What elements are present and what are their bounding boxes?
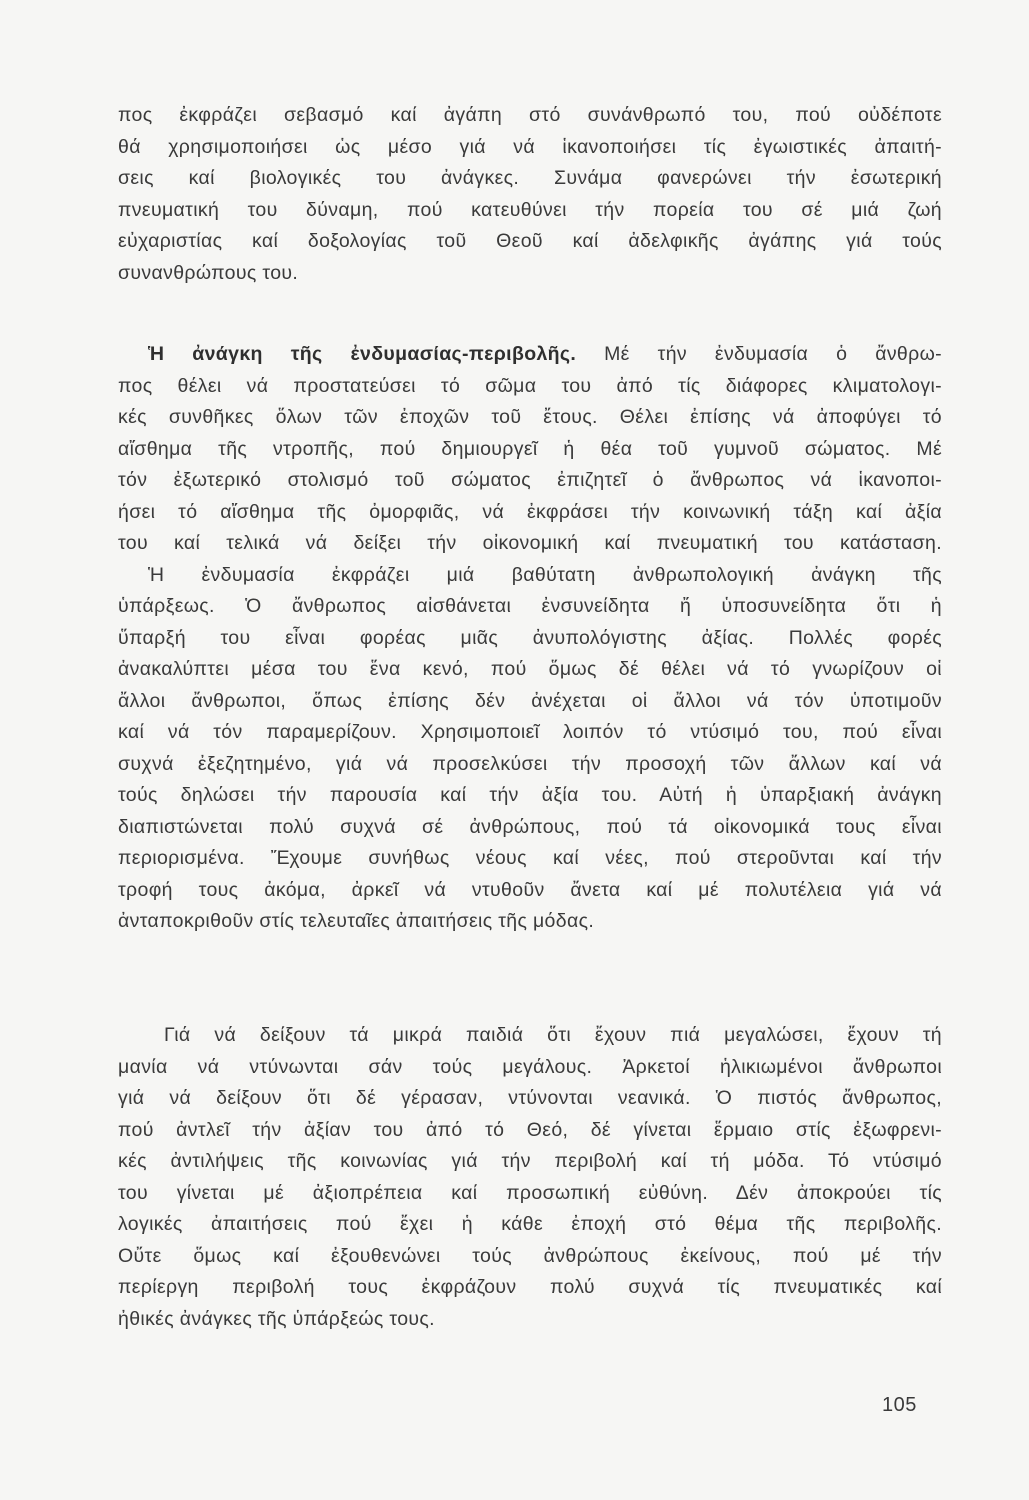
text-line: πος ἐκφράζει σεβασμό καί ἀγάπη στό συνάνθρωπό του, πού οὐδέποτε [118, 104, 942, 126]
text-line: περίεργη περιβολή τους ἐκφράζουν πολύ συχνά τίς πνευματικές καί [118, 1276, 942, 1298]
text-line: ἀνταποκριθοῦν στίς τελευταῖες ἀπαιτήσεις τῆς μόδας. [118, 910, 595, 932]
text-line-with-heading [118, 339, 942, 371]
text-line: μανία νά ντύνωνται σάν τούς μεγάλους. Ἀρκετοί ἡλικιωμένοι ἄνθρωποι [118, 1055, 942, 1078]
text-line: ἀνακαλύπτει μέσα του ἕνα κενό, πού ὅμως δέ θέλει νά τό γνωρίζουν οἱ [118, 658, 942, 680]
text-line: θά χρησιμοποιήσει ὡς μέσο γιά νά ἱκανοποιήσει τίς ἐγωιστικές ἀπαιτή- [118, 135, 942, 158]
text-line: λογικές ἀπαιτήσεις πού ἔχει ἡ κάθε ἐποχή στό θέμα τῆς περιβολῆς. [118, 1213, 942, 1235]
text-line: πνευματική του δύναμη, πού κατευθύνει τήν πορεία του σέ μιά ζωή [118, 198, 942, 221]
text-line: γιά νά δείξουν ὅτι δέ γέρασαν, ντύνονται νεανικά. Ὁ πιστός ἄνθρωπος, [118, 1087, 942, 1109]
text-line: σεις καί βιολογικές του ἀνάγκες. Συνάμα φανερώνει τήν ἐσωτερική [118, 167, 942, 189]
heading-line-rest: Μέ τήν ἐνδυμασία ὁ ἄνθρω- [576, 343, 942, 365]
text-line: περιορισμένα. Ἔχουμε συνήθως νέους καί νέες, πού στεροῦνται καί τήν [118, 847, 942, 869]
text-line: τούς δηλώσει τήν παρουσία καί τήν ἀξία του. Αὐτή ἡ ὑπαρξιακή ἀνάγκη [118, 784, 942, 806]
text-line: ἄλλοι ἄνθρωποι, ὅπως ἐπίσης δέν ἀνέχεται οἱ ἄλλοι νά τόν ὑποτιμοῦν [118, 689, 942, 712]
text-line: τροφή τους ἀκόμα, ἀρκεῖ νά ντυθοῦν ἄνετα καί μέ πολυτέλεια γιά νά [118, 878, 942, 901]
text-line: ήσει τό αἴσθημα τῆς ὀμορφιᾶς, νά ἐκφράσει τήν κοινωνική τάξη καί ἀξία [118, 500, 942, 523]
page-number: 105 [882, 1394, 917, 1416]
text-line: κές συνθῆκες ὅλων τῶν ἐποχῶν τοῦ ἔτους. Θέλει ἐπίσης νά ἀποφύγει τό [118, 406, 942, 428]
text-line: κές ἀντιλήψεις τῆς κοινωνίας γιά τήν περιβολή καί τή μόδα. Τό ντύσιμό [118, 1150, 942, 1172]
text-line: ὑπάρξεως. Ὁ ἄνθρωπος αἰσθάνεται ἐνσυνείδητα ἤ ὑποσυνείδητα ὅτι ἡ [118, 595, 942, 617]
paragraph-2 [118, 339, 942, 938]
text-line: Οὔτε ὅμως καί ἐξουθενώνει τούς ἀνθρώπους ἐκείνους, πού μέ τήν [118, 1244, 942, 1267]
text-line: πού ἀντλεῖ τήν ἀξίαν του ἀπό τό Θεό, δέ γίνεται ἕρμαιο στίς ἐξωφρενι- [118, 1118, 942, 1141]
text-line: του καί τελικά νά δείξει τήν οἰκονομική καί πνευματική του κατάσταση. [118, 532, 942, 554]
text-line: τόν ἐξωτερικό στολισμό τοῦ σώματος ἐπιζητεῖ ὁ ἄνθρωπος νά ἱκανοποι- [118, 469, 942, 491]
text-line: ὕπαρξή του εἶναι φορέας μιᾶς ἀνυπολόγιστης ἀξίας. Πολλές φορές [118, 626, 942, 649]
text-line: αἴσθημα τῆς ντροπῆς, πού δημιουργεῖ ἡ θέα τοῦ γυμνοῦ σώματος. Μέ [118, 437, 942, 460]
text-line: διαπιστώνεται πολύ συχνά σέ ἀνθρώπους, πού τά οἰκονομικά τους εἶναι [118, 815, 942, 838]
text-line: πος θέλει νά προστατεύσει τό σῶμα του ἀπό τίς διάφορες κλιματολογι- [118, 374, 942, 397]
paragraph-3 [118, 1020, 942, 1335]
text-line: συνανθρώπους του. [118, 261, 299, 284]
text-line: ἠθικές ἀνάγκες τῆς ὑπάρξεώς τους. [118, 1307, 435, 1330]
text-line: Ἡ ἐνδυμασία ἐκφράζει μιά βαθύτατη ἀνθρωπολογική ἀνάγκη τῆς [148, 563, 942, 586]
text-line: εὐχαριστίας καί δοξολογίας τοῦ Θεοῦ καί ἀδελφικῆς ἀγάπης γιά τούς [118, 230, 942, 252]
text-line: του γίνεται μέ ἀξιοπρέπεια καί προσωπική εὐθύνη. Δέν ἀποκρούει τίς [118, 1181, 942, 1204]
text-line: Γιά νά δείξουν τά μικρά παιδιά ὅτι ἔχουν πιά μεγαλώσει, ἔχουν τή [164, 1024, 942, 1046]
paragraph-1 [118, 100, 942, 289]
text-line: καί νά τόν παραμερίζουν. Χρησιμοποιεῖ λοιπόν τό ντύσιμό του, πού εἶναι [118, 721, 942, 743]
section-heading: Ἡ ἀνάγκη τῆς ἐνδυμασίας-περιβολῆς. [148, 343, 577, 365]
text-line: συχνά ἐξεζητημένο, γιά νά προσελκύσει τήν προσοχή τῶν ἄλλων καί νά [118, 752, 942, 775]
